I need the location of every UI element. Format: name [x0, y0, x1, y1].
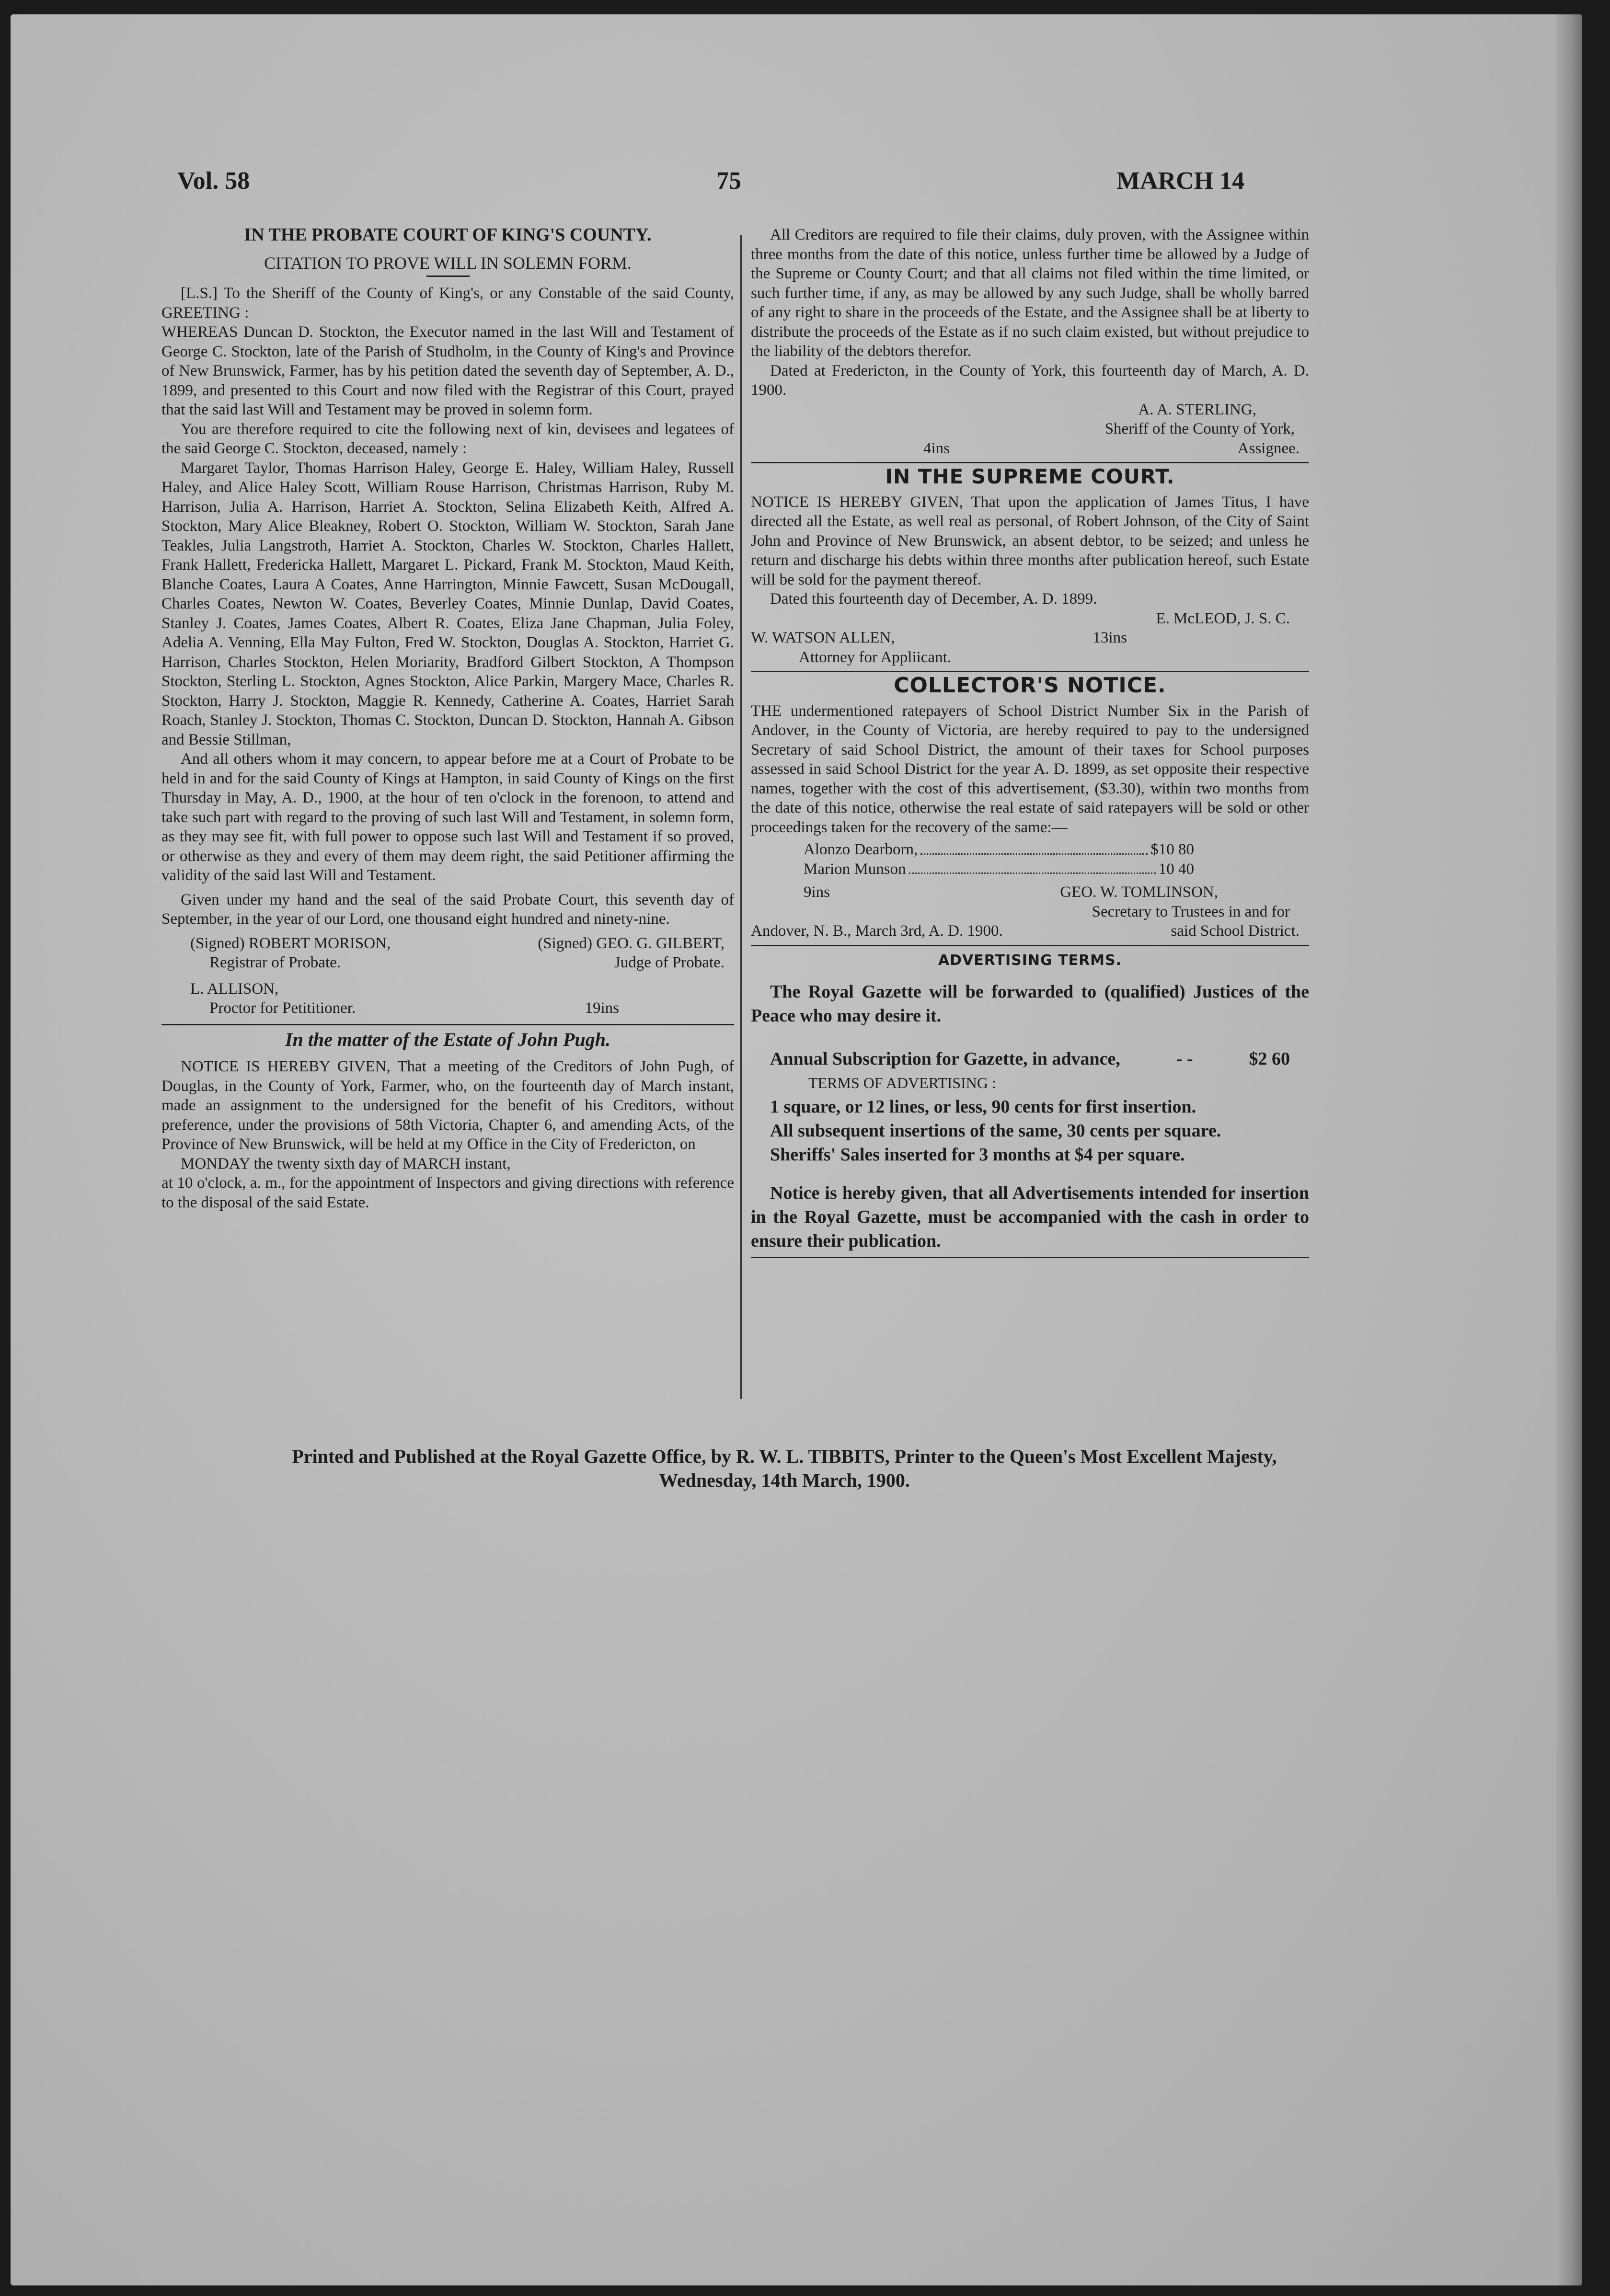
advertising-title: ADVERTISING TERMS. [938, 952, 1122, 969]
creditors-dated: Dated at Fredericton, in the County of York, this fourteenth day of March, A. D. 1900. [751, 362, 1309, 399]
page-edge [1556, 14, 1582, 2285]
advertising-notice: Notice is hereby given, that all Advertisements intended for insertion in the Royal Gazette, must be accompanied with the cash in order to ensure their publication. [751, 1183, 1309, 1251]
tomlinson-name: GEO. W. TOMLINSON, [1060, 884, 1218, 901]
ratepayer-amount: $10 80 [1150, 841, 1194, 858]
imprint-line-1: Printed and Published at the Royal Gazette Office, by R. W. L. TIBBITS, Printer to the Queen's Most Excellent Majesty, [292, 1446, 1277, 1467]
subscription-label: Annual Subscription for Gazette, in advance, [770, 1049, 1120, 1069]
collector-insertions: 9ins [804, 884, 830, 901]
tomlinson-district: said School District. [1171, 922, 1300, 940]
imprint-line-2: Wednesday, 14th March, 1900. [659, 1469, 910, 1491]
volume-number: Vol. 58 [177, 167, 250, 195]
leader-dots [909, 860, 1156, 874]
ratepayer-name: Marion Munson [804, 860, 906, 878]
ratepayer-amount: 10 40 [1158, 860, 1194, 878]
pugh-meeting-date: MONDAY the twenty sixth day of MARCH instant, [181, 1155, 511, 1172]
sterling-title: Sheriff of the County of York, [1104, 420, 1295, 437]
supreme-title: IN THE SUPREME COURT. [885, 465, 1175, 488]
probate-address: [L.S.] To the Sheriff of the County of King's, or any Constable of the said County, GREETING : [161, 285, 734, 321]
divider [751, 671, 1309, 672]
divider [161, 1024, 734, 1025]
collector-notice: THE undermentioned ratepayers of School District Number Six in the Parish of Andover, in the County of Victoria, are hereby required to pay to the undersigned Secretary of said School District, the amount of their taxes for School purposes assessed in said School District for the year A. D. 1899, as set opposite their respective names, together with the cost of this advertisement, ($3.30), within two months from the date of this notice, otherwise the real estate of said ratepayers will be sold or other proceedings taken for the recovery of the same:— [751, 702, 1309, 836]
divider [751, 462, 1309, 463]
probate-title: IN THE PROBATE COURT OF KING'S COUNTY. [244, 225, 652, 245]
registrar-name: (Signed) ROBERT MORISON, [190, 934, 391, 952]
divider [751, 945, 1309, 946]
supreme-notice: NOTICE IS HEREBY GIVEN, That upon the application of James Titus, I have directed all the Estate, as well real as personal, of Robert Johnson, of the City of Saint John and Province of New Brunswick, an absent debtor, to be seized; and unless he return and discharge his debts within three months after publication hereof, such Estate will be sold for the payment thereof. [751, 493, 1309, 588]
supreme-insertions: 13ins [1092, 629, 1127, 646]
supreme-dated: Dated this fourteenth day of December, A. D. 1899. [770, 590, 1097, 608]
creditors-notice: All Creditors are required to file their claims, duly proven, with the Assignee within three months from the date of this notice, unless further time be allowed by a Judge of the Supreme or County Court; and that all claims not filed within the time limited, or such further time, if any, as may be allowed by any such Judge, shall be wholly barred of any right to share in the proceeds of the Estate, and the Assignee shall be at liberty to distribute the proceeds of the Estate as if no such claim existed, but without prejudice to the liability of the debtors therefor. [751, 226, 1309, 360]
divider [751, 1257, 1309, 1258]
collector-title: COLLECTOR'S NOTICE. [894, 673, 1166, 698]
probate-names: Margaret Taylor, Thomas Harrison Haley, George E. Haley, William Haley, Russell Haley, and Alice Haley Scott, William Rouse Harrison, Christmas Harrison, Ruby M. Harrison, Julia A. Harrison, Harriet A. Stockton, Selina Elizabeth Keith, Alfred A. Stockton, Mary Alice Bleakney, Robert O. Stockton, William W. Stockton, Sarah Jane Teakles, Julia Langstroth, Harriet A. Stockton, Charles W. Stockton, Charles Hallett, Frank Hallett, Fredericka Hallett, Margaret L. Pickard, Frank M. Stockton, Maud Keith, Blanche Coates, Laura A Coates, Anne Harrington, Minnie Fawcett, Susan McDougall, Charles Coates, Newton W. Coates, Beverley Coates, Minnie Dunlap, David Coates, Stanley J. Coates, James Coates, Albert R. Coates, Eliza Jane Chapman, Julia Foley, Adelia A. Venning, Ella May Fulton, Fred W. Stockton, Douglas A. Stockton, Harriet G. Harrison, Charles Stockton, Helen Moriarity, Bradford Gilbert Stockton, A Thompson Stockton, Sterling L. Stockton, Agnes Stockton, Alice Parkin, Margery Mace, Charles R. Stockton, Harry J. Stockton, Maggie R. Kennedy, Catherine A. Coates, Harriet Sarah Roach, Stanley J. Stockton, Thomas C. Stockton, Duncan D. Stockton, Hannah A. Gibson and Bessie Stillman, [161, 459, 734, 748]
probate-whereas: WHEREAS Duncan D. Stockton, the Executor named in the last Will and Testament of George C. Stockton, late of the Parish of Studholm, in the County of King's and Province of New Brunswick, Farmer, has by his petition dated the seventh day of September, A. D., 1899, and presented to this Court and now filed with the Registrar of this Court, prayed that the said last Will and Testament may be proved in solemn form. [161, 323, 734, 418]
judge-title: Judge of Probate. [614, 954, 724, 971]
probate-signatures [161, 934, 734, 973]
proctor-title: Proctor for Petititioner. [209, 999, 356, 1017]
gazette-page [11, 14, 1582, 2285]
pugh-meeting-time: at 10 o'clock, a. m., for the appointment of Inspectors and giving directions with reference to the disposal of the said Estate. [161, 1174, 734, 1211]
collector-place-date: Andover, N. B., March 3rd, A. D. 1900. [751, 922, 1003, 940]
judge-name: (Signed) GEO. G. GILBERT, [538, 934, 724, 952]
left-column [161, 225, 734, 1212]
advertising-intro: The Royal Gazette will be forwarded to (qualified) Justices of the Peace who may desire it. [751, 982, 1309, 1026]
ratepayer-name: Alonzo Dearborn, [804, 841, 918, 858]
supreme-judge: E. McLEOD, J. S. C. [1156, 609, 1290, 627]
probate-cite: You are therefore required to cite the following next of kin, devisees and legatees of the said George C. Stockton, deceased, namely : [161, 420, 734, 457]
probate-given: Given under my hand and the seal of the said Probate Court, this seventh day of September, in the year of our Lord, one thousand eight hundred and ninety-nine. [161, 891, 734, 928]
probate-insertions: 19ins [585, 999, 619, 1017]
terms-heading: TERMS OF ADVERTISING : [808, 1074, 996, 1091]
creditors-insertions: 4ins [923, 439, 950, 457]
leader-dots [920, 840, 1148, 855]
issue-date: MARCH 14 [1116, 167, 1245, 195]
pugh-title: In the matter of the Estate of John Pugh. [285, 1028, 610, 1050]
right-column [751, 225, 1309, 1262]
column-divider [740, 235, 742, 1399]
sterling-name: A. A. STERLING, [1138, 401, 1256, 418]
subscription-dashes: - - [1176, 1049, 1193, 1069]
page-number: 75 [716, 167, 741, 195]
ratepayer-row [751, 860, 1309, 879]
assignee-label: Assignee. [1237, 439, 1300, 457]
probate-subtitle: CITATION TO PROVE WILL IN SOLEMN FORM. [264, 253, 632, 273]
probate-appear: And all others whom it may concern, to appear before me at a Court of Probate to be held in and for the said County of Kings at Hampton, in said County of Kings on the first Thursday in May, A. D., 1900, at the hour of ten o'clock in the forenoon, to attend and take such part with regard to the proving of such last Will and Testament, in solemn form, as they may see fit, with full power to oppose such last Will and Testament if so proved, or otherwise as they and every of them may deem right, the said Petitioner affirming the validity of the said last Will and Testament. [161, 750, 734, 884]
imprint [217, 1445, 1352, 1492]
term-sheriffs: Sheriffs' Sales inserted for 3 months at $4 per square. [770, 1145, 1185, 1165]
pugh-notice: NOTICE IS HEREBY GIVEN, That a meeting of the Creditors of John Pugh, of Douglas, in the County of York, Farmer, who, on the fourteenth day of March instant, made an assignment to the undersigned for the benefit of his Creditors, without preference, under the provisions of 58th Victoria, Chapter 6, and amending Acts, of the Province of New Brunswick, will be held at my Office in the City of Fredericton, on [161, 1058, 734, 1153]
subscription-price: $2 60 [1249, 1049, 1290, 1069]
term-first: 1 square, or 12 lines, or less, 90 cents for first insertion. [770, 1097, 1196, 1117]
ratepayer-row [751, 840, 1309, 860]
tomlinson-title: Secretary to Trustees in and for [1092, 903, 1290, 920]
attorney-title: Attorney for Appliicant. [799, 648, 952, 666]
attorney-name: W. WATSON ALLEN, [751, 629, 895, 646]
proctor-name: L. ALLISON, [190, 980, 279, 998]
divider [426, 276, 470, 277]
subscription-line [751, 1047, 1309, 1071]
registrar-title: Registrar of Probate. [209, 954, 341, 971]
term-subsequent: All subsequent insertions of the same, 30 cents per square. [770, 1121, 1221, 1141]
